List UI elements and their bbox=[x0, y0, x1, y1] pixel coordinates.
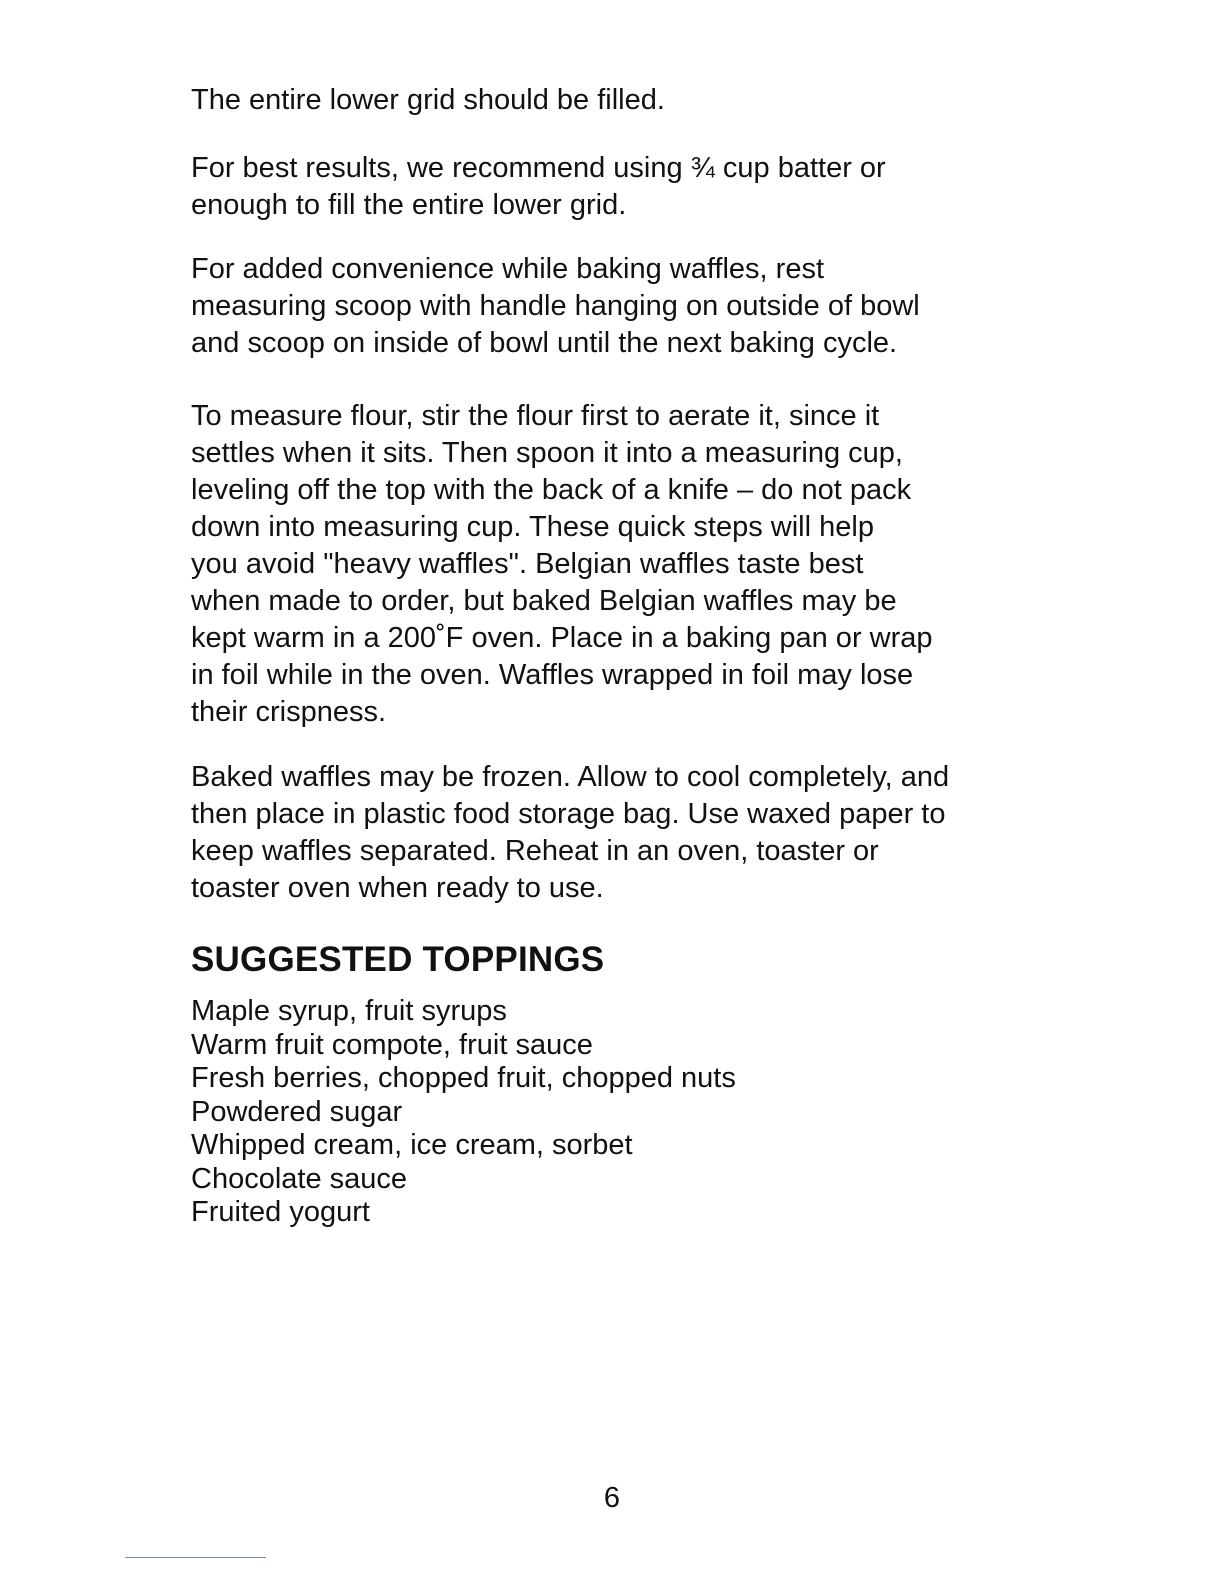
paragraph-measure-flour bbox=[191, 398, 1041, 731]
paragraph-line: Baked waffles may be frozen. Allow to cool completely, and bbox=[191, 761, 950, 793]
paragraph-line: measuring scoop with handle hanging on outside of bowl bbox=[191, 290, 920, 322]
paragraph-line: settles when it sits. Then spoon it into a measuring cup, bbox=[191, 437, 903, 469]
paragraph-line: To measure flour, stir the flour first to aerate it, since it bbox=[191, 400, 880, 432]
section-heading-toppings: SUGGESTED TOPPINGS bbox=[191, 940, 605, 979]
paragraph-fill-grid bbox=[191, 82, 1041, 119]
paragraph-line: keep waffles separated. Reheat in an oven, toaster or bbox=[191, 835, 879, 867]
paragraph-line: kept warm in a 200˚F oven. Place in a baking pan or wrap bbox=[191, 622, 933, 654]
list-item: Whipped cream, ice cream, sorbet bbox=[191, 1129, 633, 1161]
paragraph-line: down into measuring cup. These quick steps will help bbox=[191, 511, 874, 543]
paragraph-line: their crispness. bbox=[191, 696, 387, 728]
page-number: 6 bbox=[603, 1482, 621, 1514]
paragraph-line: For added convenience while baking waffles, rest bbox=[191, 253, 825, 285]
paragraph-line: in foil while in the oven. Waffles wrapped in foil may lose bbox=[191, 659, 914, 691]
paragraph-line: For best results, we recommend using ¾ cup batter or bbox=[191, 152, 886, 184]
paragraph-line: The entire lower grid should be filled. bbox=[191, 84, 665, 116]
list-item: Powdered sugar bbox=[191, 1095, 403, 1128]
page-content bbox=[191, 82, 1041, 1230]
paragraph-line: toaster oven when ready to use. bbox=[191, 872, 604, 904]
paragraph-line: and scoop on inside of bowl until the next baking cycle. bbox=[191, 327, 898, 359]
toppings-list bbox=[191, 995, 1041, 1230]
paragraph-line: you avoid "heavy waffles". Belgian waffles taste best bbox=[191, 548, 864, 580]
paragraph-line: then place in plastic food storage bag. Use waxed paper to bbox=[191, 798, 946, 830]
paragraph-freezing bbox=[191, 759, 1041, 907]
list-item: Fresh berries, chopped fruit, chopped nuts bbox=[191, 1062, 736, 1094]
list-item: Fruited yogurt bbox=[191, 1196, 370, 1228]
paragraph-line: enough to fill the entire lower grid. bbox=[191, 189, 627, 221]
paragraph-line: leveling off the top with the back of a knife – do not pack bbox=[191, 474, 912, 506]
list-item: Chocolate sauce bbox=[191, 1162, 408, 1195]
list-item: Warm fruit compote, fruit sauce bbox=[191, 1028, 593, 1061]
paragraph-convenience bbox=[191, 251, 1041, 362]
list-item: Maple syrup, fruit syrups bbox=[191, 995, 507, 1027]
paragraph-line: when made to order, but baked Belgian waffles may be bbox=[191, 585, 897, 617]
footer-divider bbox=[125, 1557, 266, 1558]
paragraph-best-results bbox=[191, 150, 1041, 224]
